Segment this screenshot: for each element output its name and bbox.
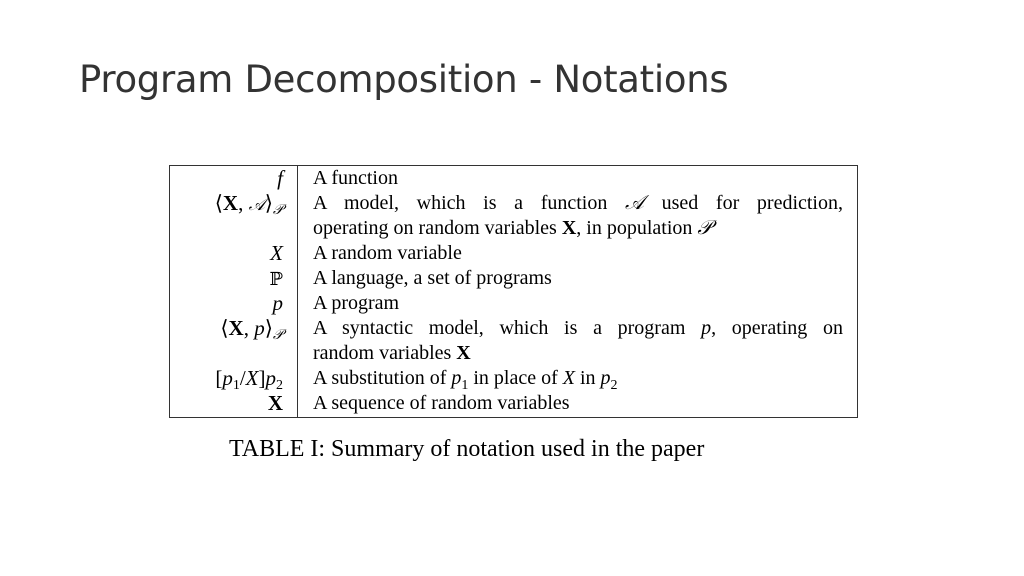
notation-description: A syntactic model, which is a program p, operating on [313, 317, 843, 339]
notation-description: operating on random variables X, in population 𝒫 [313, 217, 712, 239]
notation-symbol: ℙ [269, 269, 283, 290]
notation-symbol: ⟨X, p⟩𝒫 [220, 316, 283, 343]
table-row [170, 216, 857, 241]
notation-symbol: ⟨X, 𝒜⟩𝒫 [214, 191, 283, 218]
table-row [170, 291, 857, 316]
notation-description: A language, a set of programs [313, 267, 552, 289]
table-row [170, 341, 857, 366]
notation-description: A function [313, 167, 398, 189]
table-caption: TABLE I: Summary of notation used in the paper [229, 436, 705, 462]
table-row [170, 191, 857, 216]
table-row [170, 166, 857, 191]
table-row [170, 391, 857, 416]
notation-table [169, 165, 858, 418]
notation-description: A model, which is a function 𝒜 used for prediction, [313, 192, 843, 214]
table-row [170, 366, 857, 391]
notation-symbol: [p1/X]p2 [215, 366, 283, 393]
table-row [170, 266, 857, 291]
notation-description: random variables X [313, 342, 471, 364]
slide-title: Program Decomposition - Notations [79, 58, 729, 101]
notation-symbol: X [267, 391, 283, 415]
notation-symbol: f [277, 166, 283, 190]
notation-symbol: X [270, 241, 283, 265]
table-row [170, 241, 857, 266]
notation-description: A sequence of random variables [313, 392, 570, 414]
notation-description: A random variable [313, 242, 462, 264]
notation-description: A program [313, 292, 400, 314]
notation-description: A substitution of $p_1$ in place of X in $p_2$ [313, 367, 618, 393]
table-row [170, 316, 857, 341]
notation-symbol: p [272, 291, 283, 315]
